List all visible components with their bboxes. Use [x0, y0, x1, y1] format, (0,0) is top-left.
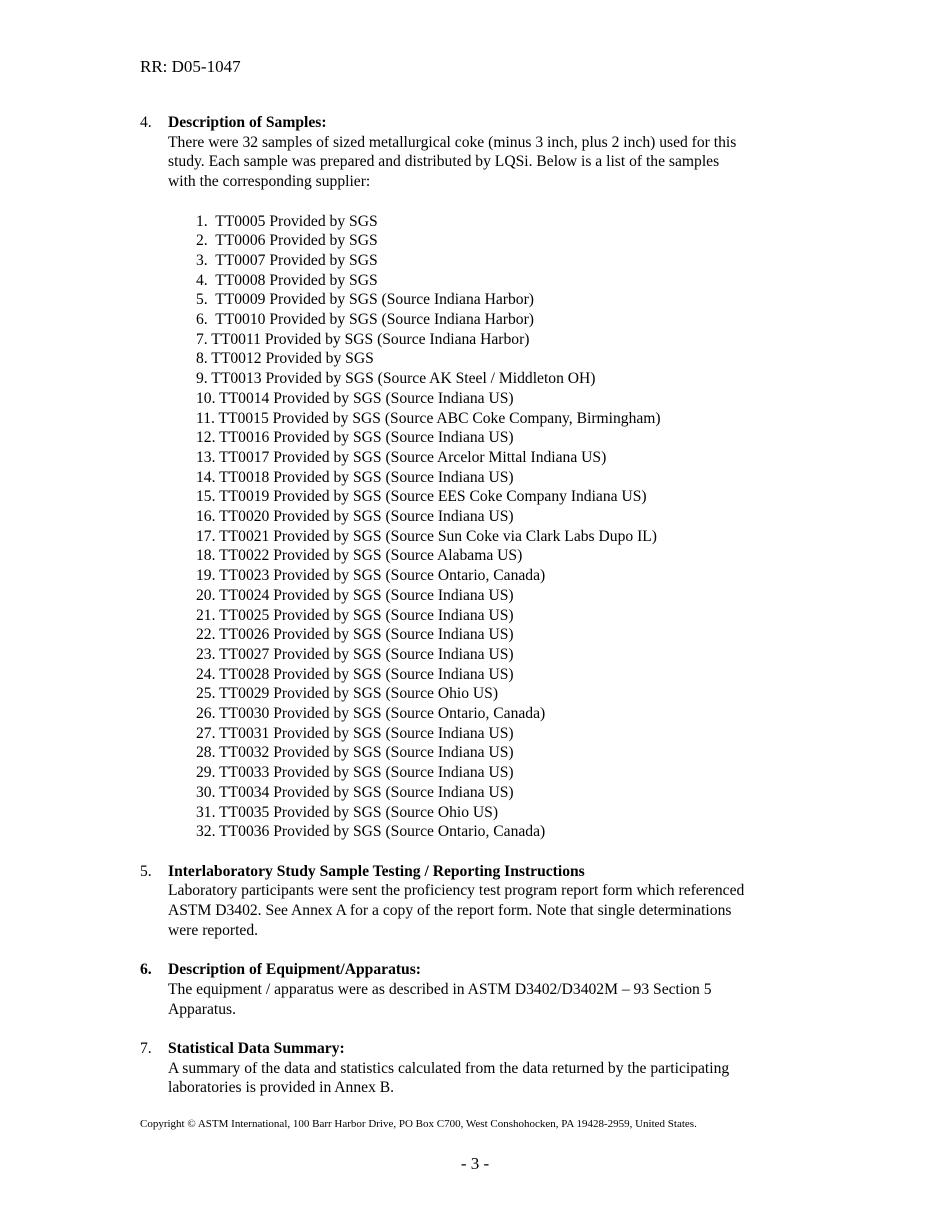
section-title: Statistical Data Summary: — [168, 1039, 345, 1057]
section-description-of-samples — [140, 113, 820, 842]
section-number: 6. — [140, 961, 152, 979]
sample-list-item: 7. TT0011 Provided by SGS (Source Indiana Harbor) — [196, 330, 530, 348]
section-number: 5. — [140, 862, 152, 880]
sample-list-item: 22. TT0026 Provided by SGS (Source Indiana US) — [196, 626, 514, 644]
document-body — [140, 113, 820, 1098]
sample-list-item: 30. TT0034 Provided by SGS (Source Indiana US) — [196, 783, 514, 801]
paragraph-line: ASTM D3402. See Annex A for a copy of the report form. Note that single determinations — [168, 902, 732, 920]
sample-list-item: 15. TT0019 Provided by SGS (Source EES Coke Company Indiana US) — [196, 488, 647, 506]
sample-list-item: 17. TT0021 Provided by SGS (Source Sun Coke via Clark Labs Dupo IL) — [196, 527, 657, 545]
section-number: 4. — [140, 114, 152, 131]
sample-list-item: 1. TT0005 Provided by SGS — [196, 212, 378, 230]
paragraph-line: with the corresponding supplier: — [168, 173, 371, 191]
page-number: - 3 - — [460, 1154, 490, 1173]
sample-list-item: 12. TT0016 Provided by SGS (Source Indiana US) — [196, 429, 514, 447]
sample-list-item: 11. TT0015 Provided by SGS (Source ABC Coke Company, Birmingham) — [196, 409, 661, 427]
section-statistical-data-summary — [140, 1039, 820, 1098]
section-title: Description of Samples: — [168, 114, 327, 131]
section-title: Description of Equipment/Apparatus: — [168, 961, 421, 979]
paragraph-line: Apparatus. — [168, 1000, 236, 1018]
section-testing-reporting-instructions — [140, 862, 820, 941]
sample-list-item: 27. TT0031 Provided by SGS (Source Indiana US) — [196, 724, 514, 742]
sample-list-item: 16. TT0020 Provided by SGS (Source Indiana US) — [196, 508, 514, 526]
section-paragraph — [168, 881, 820, 940]
sample-list-item: 32. TT0036 Provided by SGS (Source Ontario, Canada) — [196, 823, 546, 841]
sample-list-item: 4. TT0008 Provided by SGS — [196, 271, 378, 289]
sample-list-item: 23. TT0027 Provided by SGS (Source Indiana US) — [196, 645, 514, 663]
paragraph-line: study. Each sample was prepared and distributed by LQSi. Below is a list of the samples — [168, 153, 720, 171]
sample-list-item: 8. TT0012 Provided by SGS — [196, 350, 374, 368]
sample-list-item: 28. TT0032 Provided by SGS (Source Indiana US) — [196, 744, 514, 762]
paragraph-line: A summary of the data and statistics calculated from the data returned by the participating — [168, 1059, 730, 1077]
paragraph-line: There were 32 samples of sized metallurgical coke (minus 3 inch, plus 2 inch) used for this — [168, 133, 737, 151]
sample-list — [168, 212, 820, 843]
sample-list-item: 6. TT0010 Provided by SGS (Source Indiana Harbor) — [196, 311, 534, 329]
sample-list-item: 24. TT0028 Provided by SGS (Source Indiana US) — [196, 665, 514, 683]
sample-list-item: 14. TT0018 Provided by SGS (Source Indiana US) — [196, 468, 514, 486]
paragraph-line: The equipment / apparatus were as described in ASTM D3402/D3402M – 93 Section 5 — [168, 980, 712, 998]
sample-list-item: 31. TT0035 Provided by SGS (Source Ohio US) — [196, 803, 499, 821]
sample-list-item: 9. TT0013 Provided by SGS (Source AK Steel / Middleton OH) — [196, 370, 596, 388]
section-number: 7. — [140, 1039, 152, 1057]
paragraph-line: laboratories is provided in Annex B. — [168, 1079, 395, 1097]
section-equipment-apparatus — [140, 960, 820, 1019]
section-paragraph — [168, 980, 820, 1019]
sample-list-item: 10. TT0014 Provided by SGS (Source Indiana US) — [196, 389, 514, 407]
paragraph-line: Laboratory participants were sent the proficiency test program report form which referenced — [168, 882, 745, 900]
sample-list-item: 21. TT0025 Provided by SGS (Source Indiana US) — [196, 606, 514, 624]
sample-list-item: 19. TT0023 Provided by SGS (Source Ontario, Canada) — [196, 567, 546, 585]
sample-list-item: 25. TT0029 Provided by SGS (Source Ohio US) — [196, 685, 499, 703]
sample-list-item: 2. TT0006 Provided by SGS — [196, 232, 378, 250]
copyright-footer: Copyright © ASTM International, 100 Barr Harbor Drive, PO Box C700, West Conshohocken, PA 19428-2959, United States. — [140, 1118, 697, 1130]
section-paragraph — [168, 133, 820, 192]
sample-list-item: 29. TT0033 Provided by SGS (Source Indiana US) — [196, 764, 514, 782]
sample-list-item: 13. TT0017 Provided by SGS (Source Arcelor Mittal Indiana US) — [196, 448, 607, 466]
sample-list-item: 5. TT0009 Provided by SGS (Source Indiana Harbor) — [196, 291, 534, 309]
section-paragraph — [168, 1059, 820, 1098]
paragraph-line: were reported. — [168, 921, 259, 939]
report-id-header: RR: D05-1047 — [140, 57, 241, 76]
sample-list-item: 18. TT0022 Provided by SGS (Source Alabama US) — [196, 547, 523, 565]
sample-list-item: 26. TT0030 Provided by SGS (Source Ontario, Canada) — [196, 705, 546, 723]
section-title: Interlaboratory Study Sample Testing / Reporting Instructions — [168, 862, 585, 880]
sample-list-item: 3. TT0007 Provided by SGS — [196, 251, 378, 269]
sample-list-item: 20. TT0024 Provided by SGS (Source Indiana US) — [196, 586, 514, 604]
